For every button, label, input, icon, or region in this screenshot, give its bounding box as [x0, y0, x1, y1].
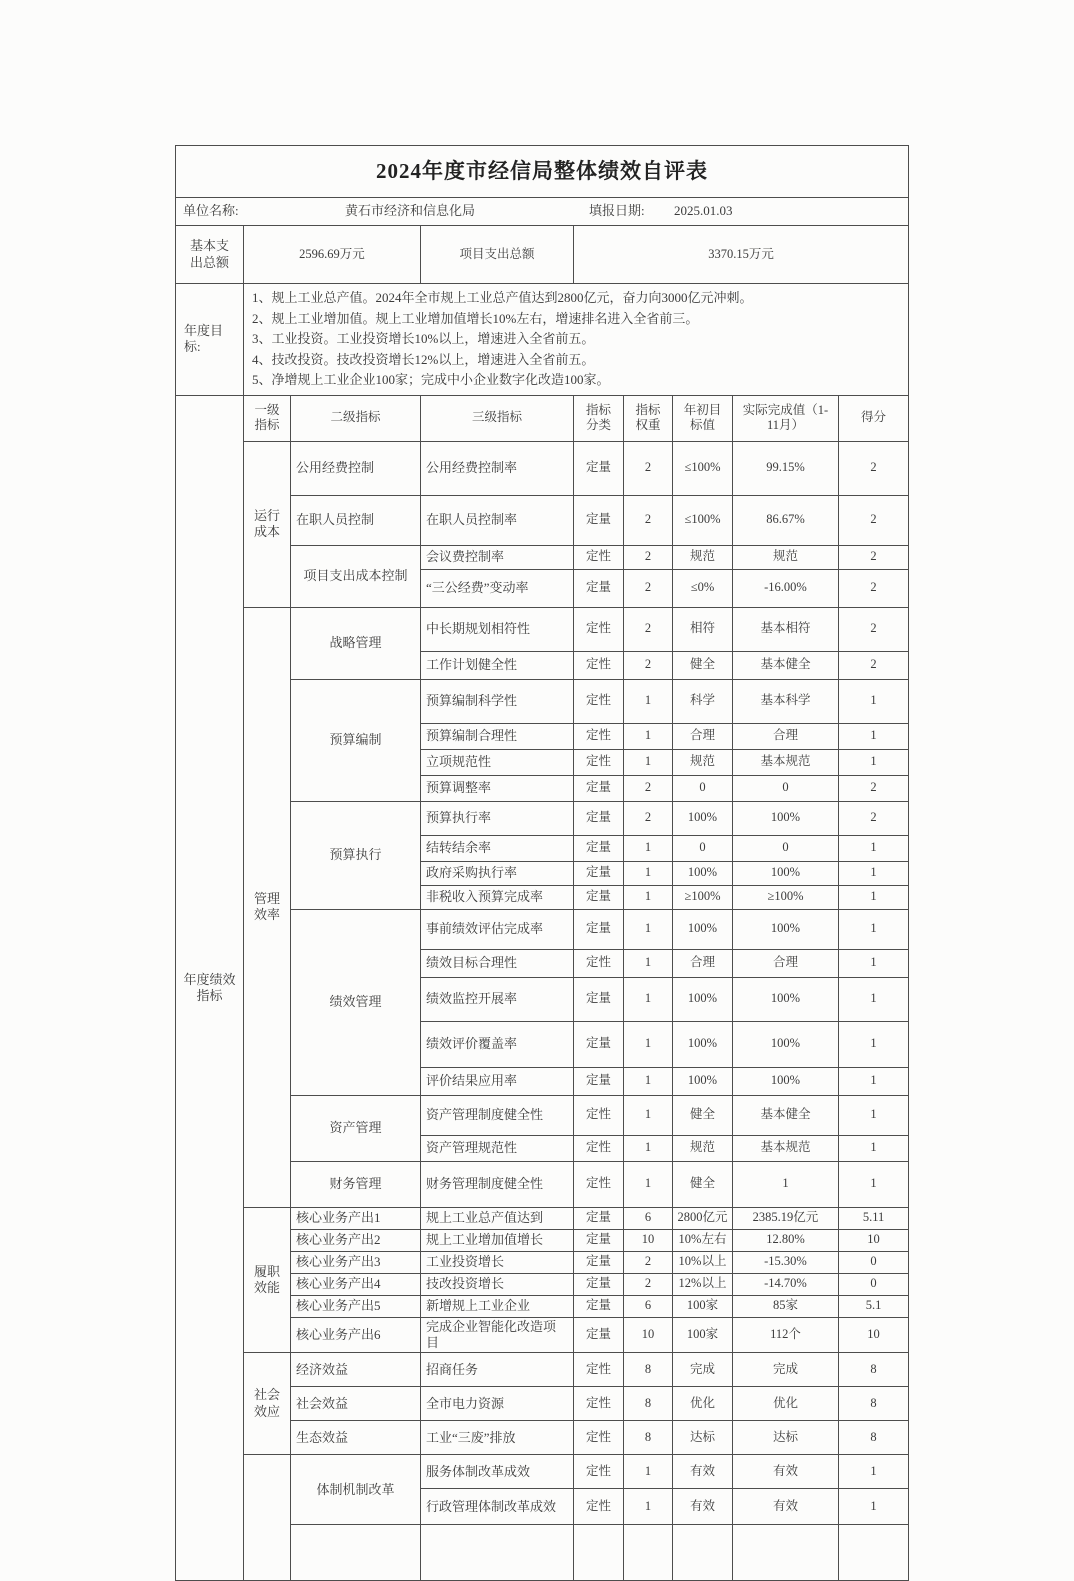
actual-cell: 合理 — [733, 723, 839, 749]
category-cell: 定性 — [574, 651, 624, 679]
actual-cell: 99.15% — [733, 441, 839, 495]
col-header-score: 得分 — [839, 395, 909, 441]
level3-cell: 非税收入预算完成率 — [421, 885, 574, 909]
target-cell: 科学 — [673, 679, 733, 723]
col-header-level2: 二级指标 — [291, 395, 421, 441]
target-cell: 10%左右 — [673, 1229, 733, 1251]
level1-cell: 社会效应 — [244, 1353, 291, 1455]
level3-cell: 资产管理制度健全性 — [421, 1095, 574, 1135]
level3-cell: 招商任务 — [421, 1353, 574, 1387]
category-cell: 定量 — [574, 1295, 624, 1317]
evaluation-table — [175, 145, 909, 1581]
category-cell: 定性 — [574, 749, 624, 775]
level3-cell: 资产管理规范性 — [421, 1135, 574, 1161]
level3-cell: 会议费控制率 — [421, 545, 574, 569]
col-header-target: 年初目标值 — [673, 395, 733, 441]
level2-cell: 财务管理 — [291, 1161, 421, 1207]
score-cell: 1 — [839, 1021, 909, 1067]
empty-cell — [291, 1525, 421, 1581]
category-cell: 定量 — [574, 1273, 624, 1295]
score-cell: 2 — [839, 607, 909, 651]
weight-cell: 1 — [624, 1021, 673, 1067]
level2-cell: 核心业务产出2 — [291, 1229, 421, 1251]
target-cell: 规范 — [673, 545, 733, 569]
meta-flex — [176, 203, 908, 219]
goal-line: 2、规上工业增加值。规上工业增加值增长10%左右，增速排名进入全省前三。 — [252, 310, 699, 326]
level3-cell: 服务体制改革成效 — [421, 1455, 574, 1489]
category-cell: 定性 — [574, 545, 624, 569]
level2-cell: 预算编制 — [291, 679, 421, 801]
score-cell: 1 — [839, 749, 909, 775]
target-cell: 10%以上 — [673, 1251, 733, 1273]
target-cell: 100% — [673, 1021, 733, 1067]
target-cell: 健全 — [673, 1161, 733, 1207]
level2-cell: 经济效益 — [291, 1353, 421, 1387]
level2-cell: 在职人员控制 — [291, 495, 421, 545]
meta-row — [176, 198, 909, 226]
level2-cell: 体制机制改革 — [291, 1455, 421, 1525]
score-cell: 0 — [839, 1251, 909, 1273]
target-cell: ≤0% — [673, 569, 733, 607]
level2-cell: 项目支出成本控制 — [291, 545, 421, 607]
level1-cell: 运行成本 — [244, 441, 291, 607]
basic-expense-value: 2596.69万元 — [244, 226, 421, 284]
level3-cell: 绩效监控开展率 — [421, 977, 574, 1021]
actual-cell: 完成 — [733, 1353, 839, 1387]
evaluation-document — [175, 145, 908, 1581]
level3-cell: 完成企业智能化改造项目 — [421, 1317, 574, 1353]
level3-cell: 工业“三废”排放 — [421, 1421, 574, 1455]
goal-line: 5、净增规上工业企业100家；完成中小企业数字化改造100家。 — [252, 372, 610, 388]
actual-cell: -16.00% — [733, 569, 839, 607]
weight-cell: 1 — [624, 723, 673, 749]
actual-cell: 100% — [733, 909, 839, 949]
target-cell: ≥100% — [673, 885, 733, 909]
weight-cell: 2 — [624, 775, 673, 801]
level2-cell: 社会效益 — [291, 1387, 421, 1421]
score-cell: 1 — [839, 679, 909, 723]
level3-cell: 全市电力资源 — [421, 1387, 574, 1421]
empty-cell — [574, 1525, 624, 1581]
score-cell: 1 — [839, 861, 909, 885]
score-cell: 2 — [839, 441, 909, 495]
actual-cell: 达标 — [733, 1421, 839, 1455]
level2-cell: 核心业务产出4 — [291, 1273, 421, 1295]
weight-cell: 2 — [624, 651, 673, 679]
level3-cell: 行政管理体制改革成效 — [421, 1489, 574, 1525]
col-header-level1: 一级指标 — [244, 395, 291, 441]
level2-cell: 公用经费控制 — [291, 441, 421, 495]
category-cell: 定性 — [574, 949, 624, 977]
project-expense-label: 项目支出总额 — [421, 226, 574, 284]
category-cell: 定量 — [574, 835, 624, 861]
target-cell: 优化 — [673, 1387, 733, 1421]
target-cell: 100家 — [673, 1317, 733, 1353]
actual-cell: 规范 — [733, 545, 839, 569]
weight-cell: 1 — [624, 949, 673, 977]
category-cell: 定性 — [574, 1135, 624, 1161]
weight-cell: 1 — [624, 1135, 673, 1161]
level3-cell: 预算编制科学性 — [421, 679, 574, 723]
actual-cell: 100% — [733, 861, 839, 885]
level3-cell: 工作计划健全性 — [421, 651, 574, 679]
actual-cell: 合理 — [733, 949, 839, 977]
category-cell: 定量 — [574, 495, 624, 545]
weight-cell: 2 — [624, 801, 673, 835]
weight-cell: 6 — [624, 1295, 673, 1317]
category-cell: 定量 — [574, 801, 624, 835]
actual-cell: ≥100% — [733, 885, 839, 909]
score-cell: 8 — [839, 1387, 909, 1421]
target-cell: ≤100% — [673, 495, 733, 545]
actual-cell: 100% — [733, 977, 839, 1021]
weight-cell: 1 — [624, 909, 673, 949]
weight-cell: 1 — [624, 977, 673, 1021]
weight-cell: 1 — [624, 861, 673, 885]
category-cell: 定量 — [574, 909, 624, 949]
level1-cell: 管理效率 — [244, 607, 291, 1207]
score-cell: 2 — [839, 495, 909, 545]
score-cell: 1 — [839, 885, 909, 909]
score-cell: 1 — [839, 1135, 909, 1161]
actual-cell: -15.30% — [733, 1251, 839, 1273]
category-cell: 定性 — [574, 1095, 624, 1135]
level2-cell: 核心业务产出3 — [291, 1251, 421, 1273]
unit-name-label: 单位名称: — [183, 203, 239, 219]
level3-cell: 预算编制合理性 — [421, 723, 574, 749]
category-cell: 定量 — [574, 1021, 624, 1067]
weight-cell: 8 — [624, 1421, 673, 1455]
actual-cell: 有效 — [733, 1455, 839, 1489]
level3-cell: 评价结果应用率 — [421, 1067, 574, 1095]
weight-cell: 8 — [624, 1387, 673, 1421]
level3-cell: 绩效评价覆盖率 — [421, 1021, 574, 1067]
level3-cell: 规上工业总产值达到 — [421, 1207, 574, 1229]
target-cell: 合理 — [673, 949, 733, 977]
basic-expense-label: 基本支出总额 — [176, 226, 244, 284]
weight-cell: 2 — [624, 495, 673, 545]
weight-cell: 2 — [624, 569, 673, 607]
category-cell: 定性 — [574, 607, 624, 651]
annual-goals-content — [244, 284, 909, 396]
level2-cell: 战略管理 — [291, 607, 421, 679]
target-cell: 2800亿元 — [673, 1207, 733, 1229]
level2-cell: 资产管理 — [291, 1095, 421, 1161]
weight-cell: 1 — [624, 1489, 673, 1525]
category-cell: 定性 — [574, 1455, 624, 1489]
score-cell: 5.1 — [839, 1295, 909, 1317]
category-cell: 定量 — [574, 861, 624, 885]
level2-cell: 生态效益 — [291, 1421, 421, 1455]
actual-cell: 基本健全 — [733, 1095, 839, 1135]
target-cell: 达标 — [673, 1421, 733, 1455]
level3-cell: 财务管理制度健全性 — [421, 1161, 574, 1207]
score-cell: 1 — [839, 1095, 909, 1135]
level3-cell: 工业投资增长 — [421, 1251, 574, 1273]
category-cell: 定性 — [574, 1353, 624, 1387]
target-cell: ≤100% — [673, 441, 733, 495]
actual-cell: 基本规范 — [733, 749, 839, 775]
weight-cell: 2 — [624, 1251, 673, 1273]
category-cell: 定量 — [574, 441, 624, 495]
target-cell: 100% — [673, 1067, 733, 1095]
unit-name-value: 黄石市经济和信息化局 — [344, 203, 475, 219]
weight-cell: 1 — [624, 1095, 673, 1135]
score-cell: 1 — [839, 1489, 909, 1525]
goal-line: 4、技改投资。技改投资增长12%以上，增速进入全省前五。 — [252, 351, 595, 367]
target-cell: 规范 — [673, 1135, 733, 1161]
level3-cell: 中长期规划相符性 — [421, 607, 574, 651]
annual-goals-label: 年度目标: — [176, 284, 244, 396]
category-cell: 定性 — [574, 1161, 624, 1207]
level3-cell: 立项规范性 — [421, 749, 574, 775]
score-cell: 2 — [839, 569, 909, 607]
goal-line: 3、工业投资。工业投资增长10%以上，增速进入全省前五。 — [252, 331, 595, 347]
weight-cell: 1 — [624, 679, 673, 723]
level3-cell: 结转结余率 — [421, 835, 574, 861]
level3-cell: 技改投资增长 — [421, 1273, 574, 1295]
actual-cell: 86.67% — [733, 495, 839, 545]
level3-cell: 预算执行率 — [421, 801, 574, 835]
score-cell: 8 — [839, 1421, 909, 1455]
weight-cell: 1 — [624, 1455, 673, 1489]
score-cell: 1 — [839, 909, 909, 949]
target-cell: 完成 — [673, 1353, 733, 1387]
project-expense-value: 3370.15万元 — [574, 226, 909, 284]
target-cell: 100家 — [673, 1295, 733, 1317]
actual-cell: 2385.19亿元 — [733, 1207, 839, 1229]
actual-cell: 12.80% — [733, 1229, 839, 1251]
actual-cell: 基本健全 — [733, 651, 839, 679]
actual-cell: 0 — [733, 835, 839, 861]
level2-cell: 绩效管理 — [291, 909, 421, 1095]
score-cell: 1 — [839, 977, 909, 1021]
level2-cell: 核心业务产出5 — [291, 1295, 421, 1317]
actual-cell: 基本相符 — [733, 607, 839, 651]
actual-cell: 有效 — [733, 1489, 839, 1525]
score-cell: 1 — [839, 835, 909, 861]
col-header-level3: 三级指标 — [421, 395, 574, 441]
target-cell: 健全 — [673, 1095, 733, 1135]
level3-cell: 事前绩效评估完成率 — [421, 909, 574, 949]
weight-cell: 10 — [624, 1317, 673, 1353]
actual-cell: 100% — [733, 1021, 839, 1067]
col-header-actual: 实际完成值（1-11月） — [733, 395, 839, 441]
category-cell: 定性 — [574, 1489, 624, 1525]
weight-cell: 2 — [624, 545, 673, 569]
score-cell: 5.11 — [839, 1207, 909, 1229]
score-cell: 1 — [839, 723, 909, 749]
col-header-weight: 指标权重 — [624, 395, 673, 441]
category-cell: 定量 — [574, 775, 624, 801]
score-cell: 2 — [839, 801, 909, 835]
target-cell: 相符 — [673, 607, 733, 651]
category-cell: 定性 — [574, 1387, 624, 1421]
target-cell: 12%以上 — [673, 1273, 733, 1295]
empty-cell — [673, 1525, 733, 1581]
category-cell: 定量 — [574, 977, 624, 1021]
category-cell: 定量 — [574, 885, 624, 909]
actual-cell: -14.70% — [733, 1273, 839, 1295]
target-cell: 100% — [673, 801, 733, 835]
category-cell: 定性 — [574, 723, 624, 749]
level3-cell: “三公经费”变动率 — [421, 569, 574, 607]
target-cell: 100% — [673, 977, 733, 1021]
actual-cell: 100% — [733, 1067, 839, 1095]
category-cell: 定量 — [574, 1317, 624, 1353]
score-cell: 1 — [839, 1455, 909, 1489]
level3-cell: 新增规上工业企业 — [421, 1295, 574, 1317]
category-cell: 定量 — [574, 569, 624, 607]
weight-cell: 1 — [624, 1067, 673, 1095]
category-cell: 定性 — [574, 679, 624, 723]
actual-cell: 85家 — [733, 1295, 839, 1317]
category-cell: 定量 — [574, 1207, 624, 1229]
weight-cell: 2 — [624, 441, 673, 495]
col-header-category: 指标分类 — [574, 395, 624, 441]
score-cell: 1 — [839, 949, 909, 977]
weight-cell: 1 — [624, 1161, 673, 1207]
level3-cell: 规上工业增加值增长 — [421, 1229, 574, 1251]
target-cell: 健全 — [673, 651, 733, 679]
weight-cell: 1 — [624, 885, 673, 909]
level3-cell: 政府采购执行率 — [421, 861, 574, 885]
score-cell: 10 — [839, 1317, 909, 1353]
weight-cell: 2 — [624, 607, 673, 651]
weight-cell: 2 — [624, 1273, 673, 1295]
weight-cell: 1 — [624, 835, 673, 861]
goal-line: 1、规上工业总产值。2024年全市规上工业总产值达到2800亿元，奋力向3000亿元冲刺。 — [252, 290, 753, 305]
report-date-label: 填报日期: — [589, 203, 645, 219]
score-cell: 1 — [839, 1161, 909, 1207]
score-cell: 2 — [839, 775, 909, 801]
annual-indicators-label: 年度绩效指标 — [176, 395, 244, 1581]
target-cell: 规范 — [673, 749, 733, 775]
level2-cell: 核心业务产出6 — [291, 1317, 421, 1353]
score-cell: 2 — [839, 545, 909, 569]
score-cell: 10 — [839, 1229, 909, 1251]
weight-cell: 6 — [624, 1207, 673, 1229]
level2-cell: 预算执行 — [291, 801, 421, 909]
level3-cell: 在职人员控制率 — [421, 495, 574, 545]
score-cell: 2 — [839, 651, 909, 679]
score-cell: 1 — [839, 1067, 909, 1095]
level1-cell — [244, 1455, 291, 1581]
actual-cell: 1 — [733, 1161, 839, 1207]
target-cell: 有效 — [673, 1455, 733, 1489]
weight-cell: 1 — [624, 749, 673, 775]
score-cell: 8 — [839, 1353, 909, 1387]
report-date-value: 2025.01.03 — [674, 203, 733, 219]
level2-cell: 核心业务产出1 — [291, 1207, 421, 1229]
empty-cell — [624, 1525, 673, 1581]
target-cell: 0 — [673, 775, 733, 801]
actual-cell: 优化 — [733, 1387, 839, 1421]
actual-cell: 0 — [733, 775, 839, 801]
category-cell: 定性 — [574, 1421, 624, 1455]
weight-cell: 10 — [624, 1229, 673, 1251]
category-cell: 定量 — [574, 1067, 624, 1095]
target-cell: 100% — [673, 861, 733, 885]
target-cell: 0 — [673, 835, 733, 861]
category-cell: 定量 — [574, 1229, 624, 1251]
page-title: 2024年度市经信局整体绩效自评表 — [176, 146, 909, 198]
actual-cell: 112个 — [733, 1317, 839, 1353]
target-cell: 有效 — [673, 1489, 733, 1525]
empty-cell — [421, 1525, 574, 1581]
level3-cell: 预算调整率 — [421, 775, 574, 801]
score-cell: 0 — [839, 1273, 909, 1295]
actual-cell: 100% — [733, 801, 839, 835]
level3-cell: 绩效目标合理性 — [421, 949, 574, 977]
actual-cell: 基本科学 — [733, 679, 839, 723]
empty-cell — [839, 1525, 909, 1581]
level1-cell: 履职效能 — [244, 1207, 291, 1353]
level3-cell: 公用经费控制率 — [421, 441, 574, 495]
empty-cell — [733, 1525, 839, 1581]
weight-cell: 8 — [624, 1353, 673, 1387]
target-cell: 合理 — [673, 723, 733, 749]
category-cell: 定量 — [574, 1251, 624, 1273]
actual-cell: 基本规范 — [733, 1135, 839, 1161]
target-cell: 100% — [673, 909, 733, 949]
